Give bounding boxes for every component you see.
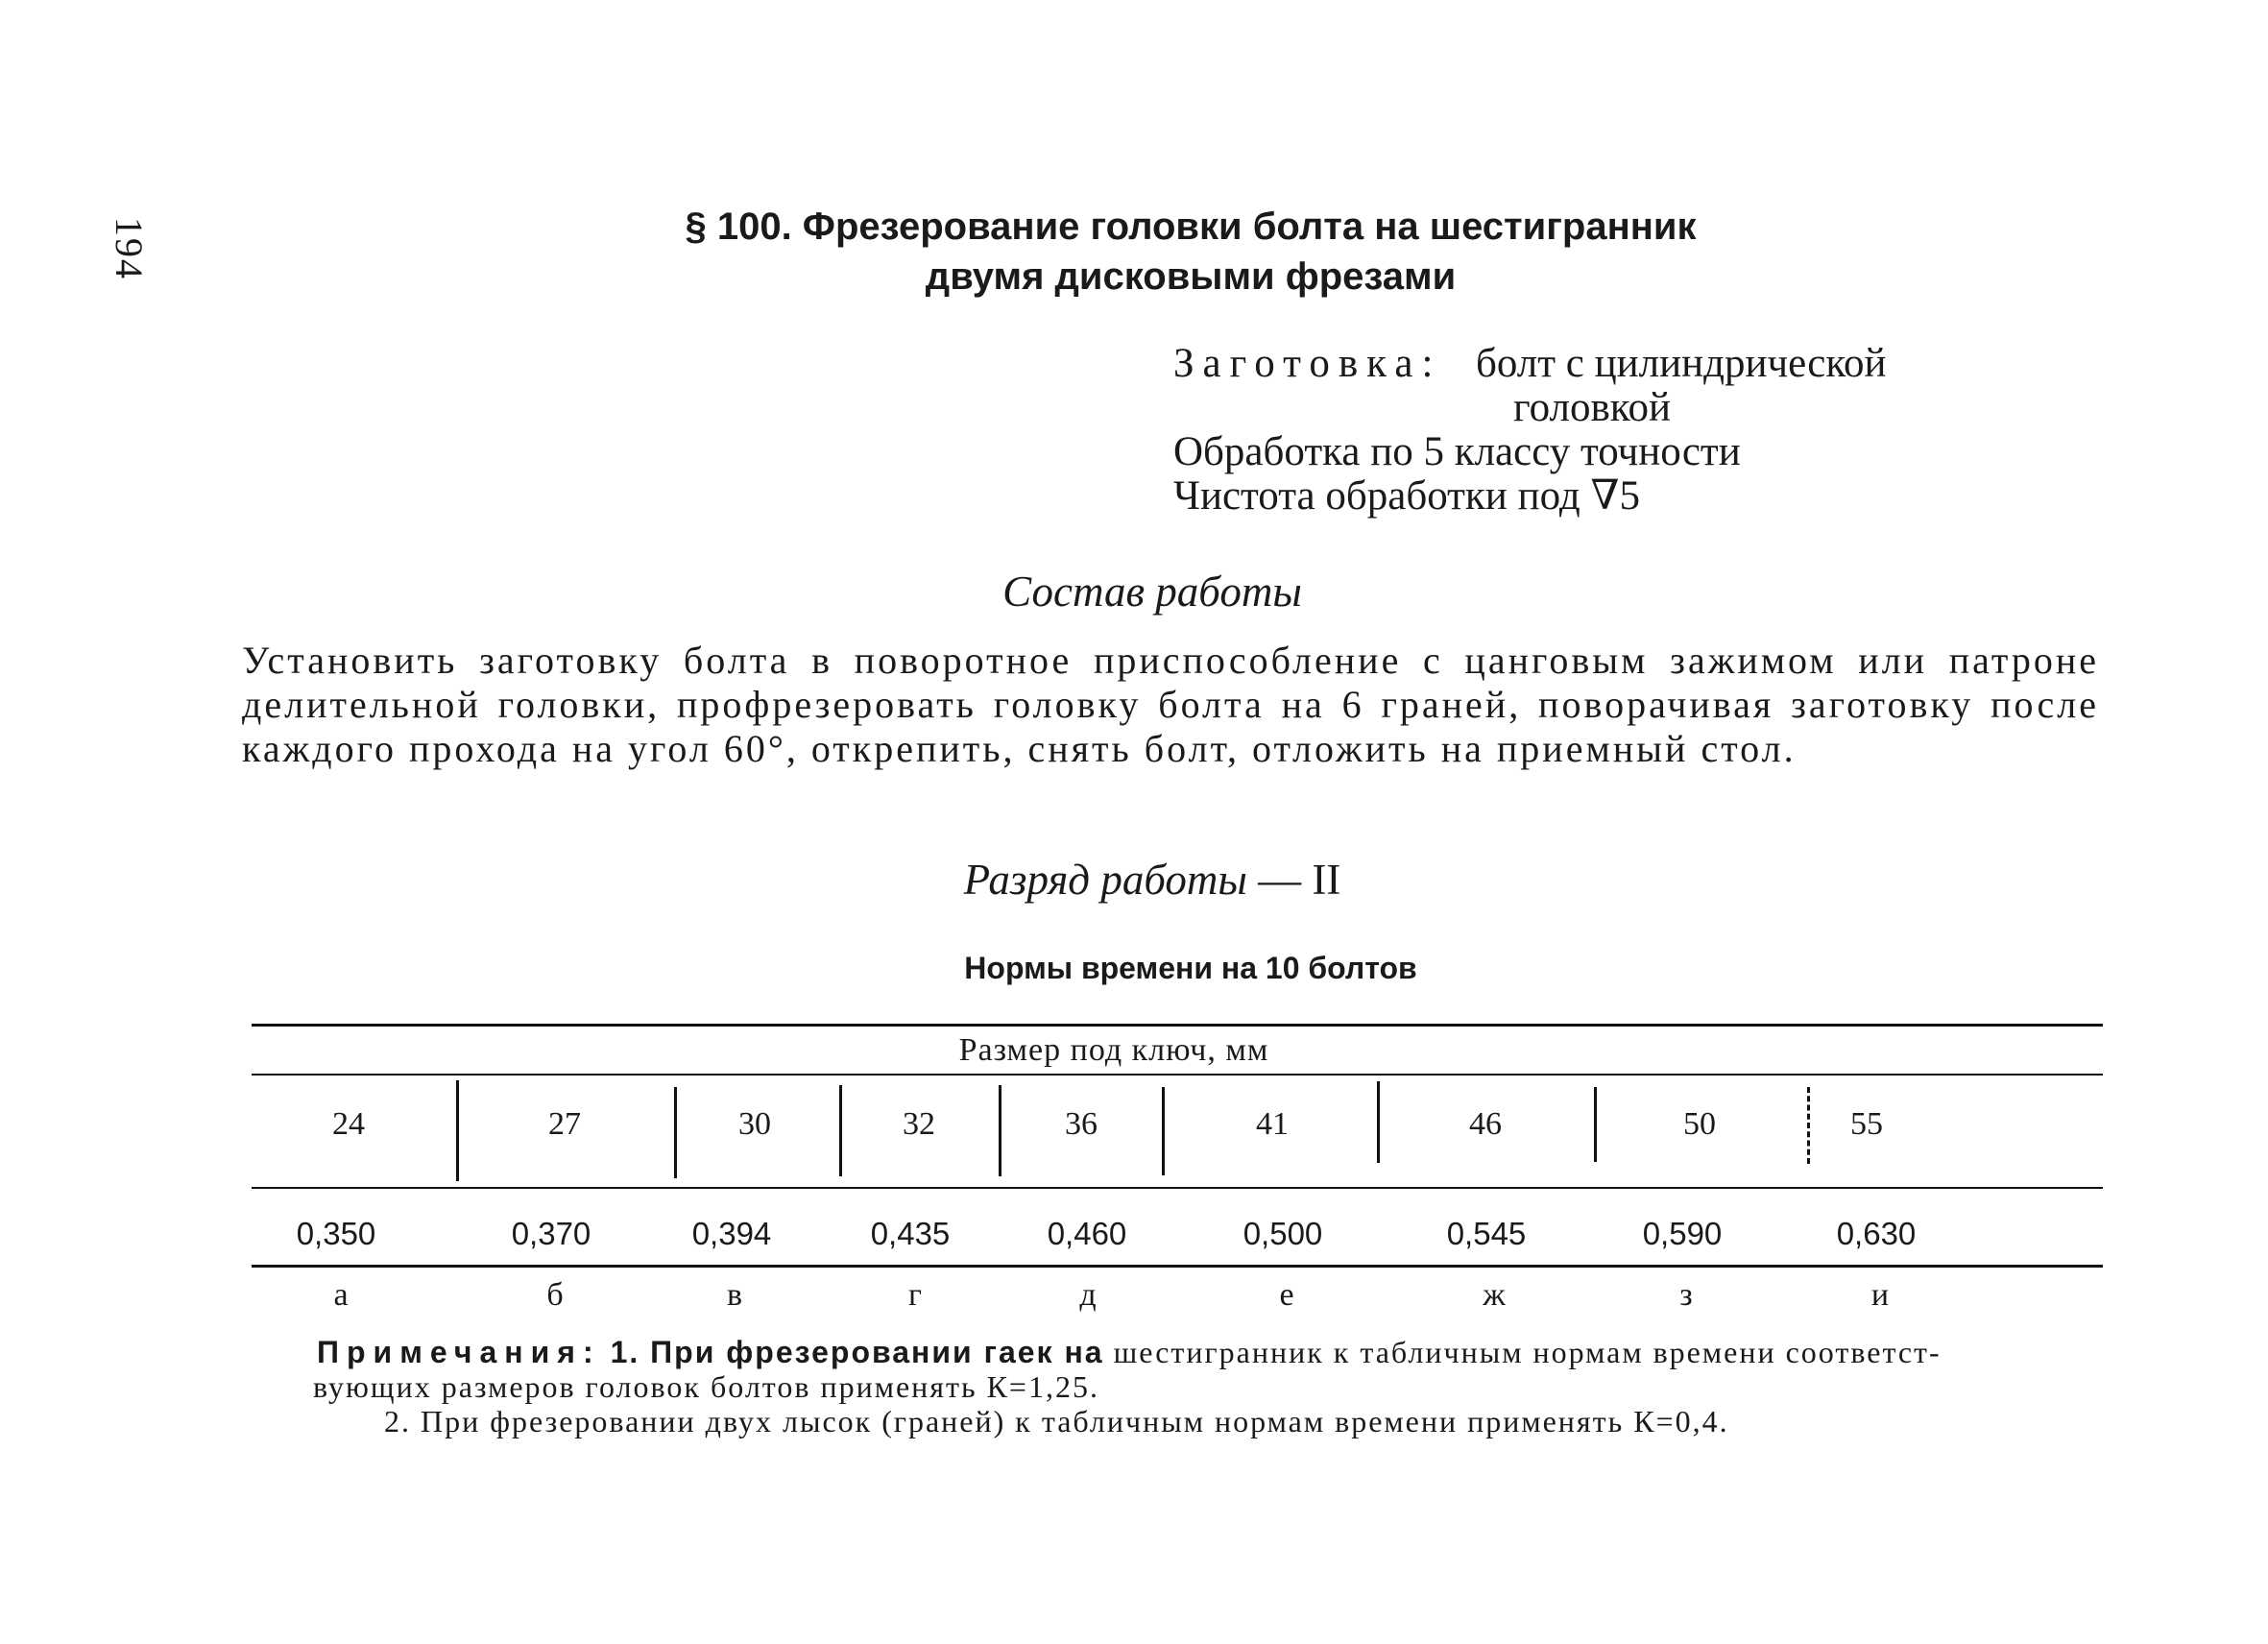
size-cell: 36 [1065, 1106, 1098, 1142]
note-1 [317, 1335, 2103, 1369]
time-norm-cell: 0,630 [1836, 1216, 1917, 1251]
time-norm-cell: 0,545 [1446, 1216, 1527, 1251]
column-letter: г [908, 1277, 922, 1313]
column-letter: д [1079, 1277, 1097, 1313]
note-2: 2. При фрезеровании двух лысок (граней) к табличным нормам времени применять К=0,4. [384, 1404, 1729, 1438]
note-1-continued: вующих размеров головок болтов применять К=1,25. [313, 1369, 1099, 1404]
note-1-text: шестигранник к табличным нормам времени соответст- [1113, 1335, 1942, 1369]
column-divider [456, 1080, 459, 1181]
table-header-rule [252, 1074, 2103, 1076]
work-rank-value: II [1312, 856, 1341, 904]
size-cell: 50 [1683, 1106, 1716, 1142]
size-cell: 24 [332, 1106, 365, 1142]
column-letter: в [726, 1277, 743, 1313]
accuracy-class: Обработка по 5 классу точности [1173, 429, 1741, 474]
column-letter: б [546, 1277, 564, 1313]
work-rank-label: Разряд работы [963, 856, 1247, 904]
column-divider [1162, 1087, 1165, 1175]
column-divider [1377, 1081, 1380, 1163]
time-norm-cell: 0,460 [1047, 1216, 1127, 1251]
spec-row-blank [1173, 342, 1887, 386]
column-letter: ж [1483, 1277, 1506, 1313]
column-divider [674, 1087, 677, 1178]
work-rank [576, 855, 1728, 905]
work-rank-dash: — [1258, 856, 1302, 904]
size-header: Размер под ключ, мм [958, 1032, 1269, 1068]
size-cell: 27 [548, 1106, 581, 1142]
column-divider [1594, 1087, 1597, 1162]
section-title [615, 202, 1767, 302]
notes-label: Примечания: [317, 1335, 601, 1369]
column-divider [999, 1085, 1001, 1176]
section-title-line-2: двумя дисковыми фрезами [925, 255, 1457, 298]
time-norm-cell: 0,590 [1642, 1216, 1723, 1251]
note-1-bold: 1. При фрезеровании гаек на [610, 1335, 1104, 1369]
column-letter: з [1679, 1277, 1693, 1313]
section-title-line-1: § 100. Фрезерование головки болта на шестигранник [685, 206, 1697, 248]
page-number: 194 [108, 217, 151, 280]
column-letter: а [333, 1277, 349, 1313]
time-norm-cell: 0,394 [691, 1216, 772, 1251]
time-norm-cell: 0,350 [296, 1216, 376, 1251]
notes [313, 1335, 2103, 1438]
time-norm-cell: 0,370 [511, 1216, 591, 1251]
workpiece-spec [1173, 342, 1887, 519]
time-norm-cell: 0,435 [870, 1216, 951, 1251]
size-cell: 55 [1850, 1106, 1883, 1142]
table-caption: Нормы времени на 10 болтов [964, 951, 1417, 985]
size-cell: 32 [903, 1106, 935, 1142]
size-cell: 46 [1469, 1106, 1502, 1142]
table-bottom-rule [252, 1265, 2103, 1268]
blank-label: Заготовка: [1173, 341, 1442, 386]
column-letter: е [1279, 1277, 1294, 1313]
blank-value-continued: головкой [1513, 385, 1671, 430]
size-cell: 41 [1256, 1106, 1289, 1142]
blank-value: болт с цилиндрической [1475, 341, 1887, 386]
surface-finish: Чистота обработки под ∇5 [1173, 473, 1640, 519]
table-top-rule [252, 1024, 2103, 1027]
work-composition-heading: Состав работы [1002, 568, 1302, 616]
column-letter: и [1870, 1277, 1890, 1313]
time-norm-cell: 0,500 [1243, 1216, 1323, 1251]
size-cell: 30 [738, 1106, 771, 1142]
table-sizes-rule [252, 1187, 2103, 1189]
work-composition-text: Установить заготовку болта в поворотное приспособление с цанговым зажимом или патроне делительной головки, профрезеровать головку болта на 6 граней, поворачивая заготовку после каждого прохода на угол 60°, открепить, снять болт, отложить на приемный стол. [242, 639, 2099, 770]
